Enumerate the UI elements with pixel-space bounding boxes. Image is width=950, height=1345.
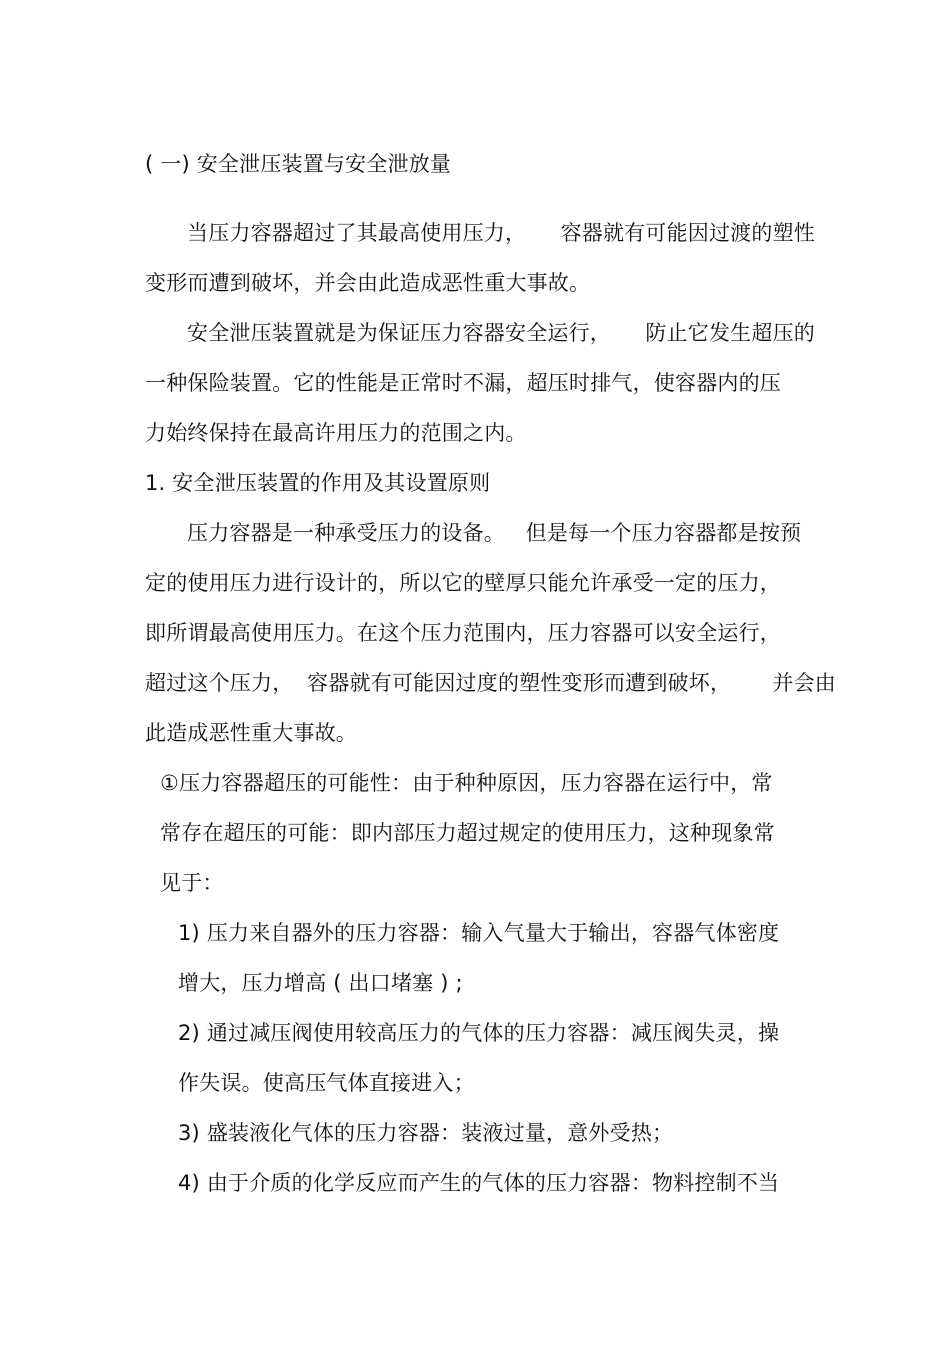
list-item-line: 常存在超压的可能：即内部压力超过规定的使用压力，这种现象常	[160, 821, 775, 845]
paragraph-line: 当压力容器超过了其最高使用压力， 容器就有可能因过渡的塑性	[187, 221, 815, 245]
sub-list-item-line: 3) 盛装液化气体的压力容器：装液过量，意外受热；	[178, 1121, 674, 1145]
paragraph-line: 即所谓最高使用压力。在这个压力范围内，压力容器可以安全运行，	[145, 621, 781, 645]
sub-list-item-line: 1) 压力来自器外的压力容器：输入气量大于输出，容器气体密度	[178, 921, 780, 945]
sub-list-item-line: 2) 通过减压阀使用较高压力的气体的压力容器：减压阀失灵，操	[178, 1021, 780, 1045]
subsection-heading: 1. 安全泄压装置的作用及其设置原则	[145, 471, 491, 495]
paragraph-line: 变形而遭到破坏，并会由此造成恶性重大事故。	[145, 271, 591, 295]
section-heading: ( 一) 安全泄压装置与安全泄放量	[145, 152, 452, 176]
paragraph-line: 超过这个压力， 容器就有可能因过度的塑性变形而遭到破坏， 并会由	[145, 671, 836, 695]
list-item-line: 见于：	[160, 871, 224, 895]
paragraph-line: 一种保险装置。它的性能是正常时不漏，超压时排气，使容器内的压	[145, 371, 781, 395]
list-item-line: ①压力容器超压的可能性：由于种种原因，压力容器在运行中，常	[160, 771, 773, 795]
paragraph-line: 力始终保持在最高许用压力的范围之内。	[145, 421, 527, 445]
paragraph-line: 安全泄压装置就是为保证压力容器安全运行， 防止它发生超压的	[187, 321, 815, 345]
paragraph-line: 定的使用压力进行设计的，所以它的壁厚只能允许承受一定的压力，	[145, 571, 781, 595]
paragraph-line: 压力容器是一种承受压力的设备。 但是每一个压力容器都是按预	[187, 521, 802, 545]
sub-list-item-line: 作失误。使高压气体直接进入；	[178, 1071, 475, 1095]
paragraph-line: 此造成恶性重大事故。	[145, 721, 357, 745]
sub-list-item-line: 4) 由于介质的化学反应而产生的气体的压力容器：物料控制不当	[178, 1171, 780, 1195]
sub-list-item-line: 增大，压力增高 ( 出口堵塞 ) ;	[178, 971, 463, 995]
